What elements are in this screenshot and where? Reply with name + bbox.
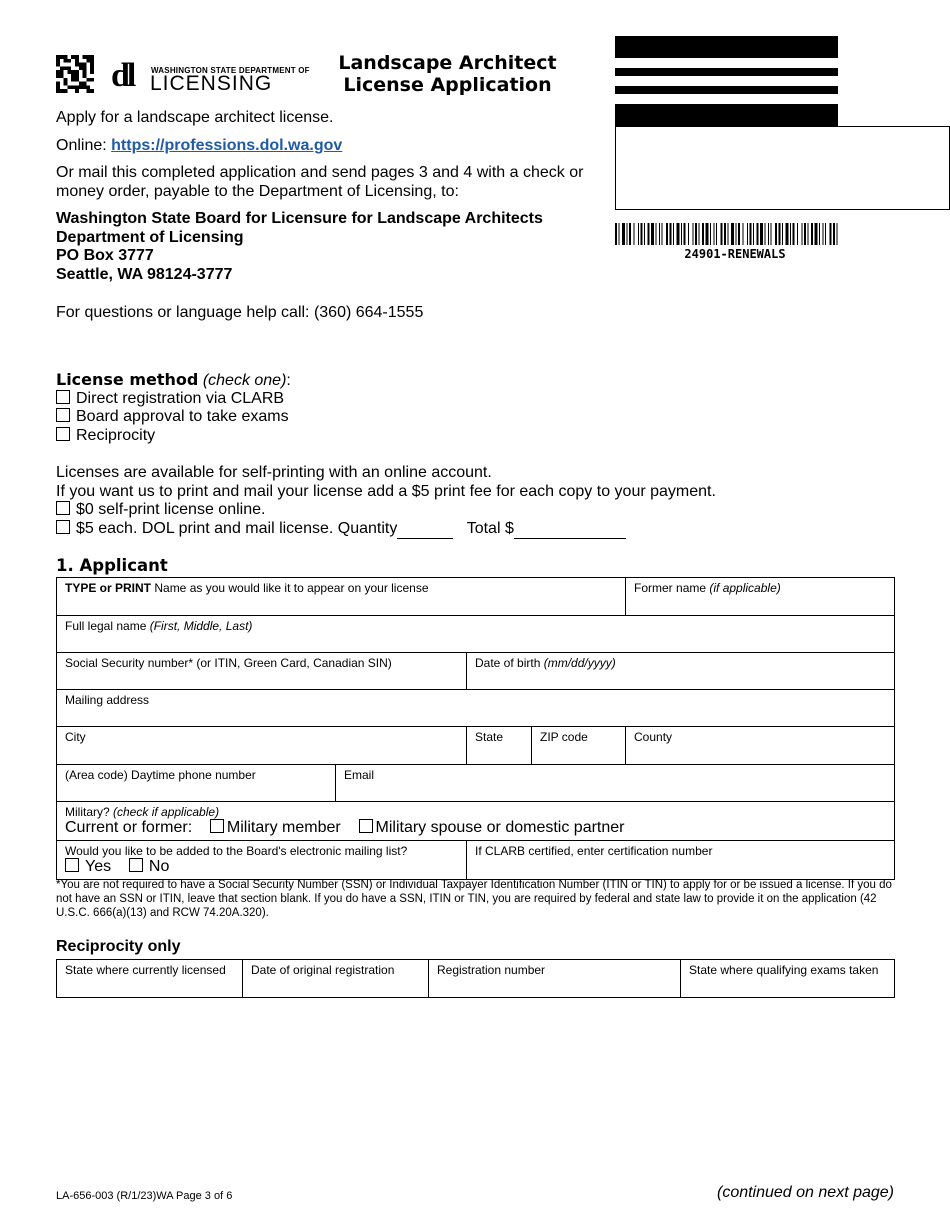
column-label: Registration number — [437, 963, 546, 977]
dob-field[interactable] — [467, 653, 895, 690]
column-label: State where currently licensed — [65, 963, 226, 977]
column-label: Date of original registration — [251, 963, 395, 977]
checkbox-dol-print[interactable] — [56, 520, 70, 534]
ssn-field[interactable] — [57, 653, 467, 690]
footnote-star: * — [56, 879, 61, 891]
military-hint: (check if applicable) — [113, 805, 220, 819]
checkbox-military-spouse[interactable] — [359, 819, 373, 833]
phone-label: (Area code) Daytime phone number — [65, 768, 256, 782]
checkbox-no[interactable] — [129, 858, 143, 872]
qr-code-icon — [56, 55, 94, 93]
dob-hint: (mm/dd/yyyy) — [543, 656, 616, 670]
form-title — [300, 52, 595, 96]
mailing-address-block — [56, 210, 543, 284]
help-text: For questions or language help call: (360) 664-1555 — [56, 304, 424, 321]
reciprocity-original-date-field[interactable] — [243, 960, 429, 998]
barcode-text: 24901-RENEWALS — [684, 247, 786, 261]
county-label: County — [634, 730, 673, 744]
military-question: Military? — [65, 805, 114, 819]
option-reciprocity[interactable] — [56, 426, 155, 445]
office-use-bar — [615, 36, 838, 58]
dol-logo — [111, 57, 310, 95]
legal-name-label: Full legal name — [65, 619, 150, 633]
military-label: Current or former: — [65, 819, 193, 836]
reciprocity-table — [56, 959, 895, 998]
zip-field[interactable] — [532, 727, 626, 765]
city-label: City — [65, 730, 86, 744]
form-title-line1: Landscape Architect — [338, 52, 557, 74]
checkbox-self-print[interactable] — [56, 501, 70, 515]
option-board-approval[interactable] — [56, 407, 289, 426]
option-label: Direct registration via CLARB — [76, 390, 285, 407]
zip-label: ZIP code — [540, 730, 588, 744]
phone-field[interactable] — [57, 765, 336, 802]
quantity-field[interactable] — [397, 519, 453, 539]
ssn-footnote — [56, 878, 896, 920]
total-label: Total $ — [466, 520, 514, 537]
name-label: Name as you would like it to appear on your license — [151, 581, 429, 595]
no-label: No — [148, 858, 170, 875]
office-use-bar — [615, 104, 838, 126]
footnote-text: You are not required to have a Social Security Number (SSN) or Individual Taxpayer Identification Number (ITIN or TIN) to apply for or be issued a license. If you do not have an SSN or ITIN, leave that section blank. If you do have a SSN, ITIN or TIN, you are required by federal and state law to provide it on the application (42 U.S.C. 666(a)(13) and RCW 74.20A.320). — [56, 879, 892, 919]
clarb-number-field[interactable] — [467, 841, 895, 880]
barcode-icon — [615, 223, 838, 245]
mailing-address-label: Mailing address — [65, 693, 150, 707]
email-label: Email — [344, 768, 375, 782]
logo-licensing-text: LICENSING — [150, 72, 273, 95]
print-fee-info: If you want us to print and mail your license add a $5 print fee for each copy to your payment. — [56, 483, 716, 500]
logo-agency-text: WASHINGTON STATE DEPARTMENT OF — [151, 66, 310, 75]
apply-text: Apply for a landscape architect license. — [56, 109, 334, 126]
dob-label: Date of birth — [475, 656, 544, 670]
checkbox-board-approval[interactable] — [56, 408, 70, 422]
reciprocity-state-licensed-field[interactable] — [57, 960, 243, 998]
ssn-label: Social Security number* (or ITIN, Green Card, Canadian SIN) — [65, 656, 392, 670]
legal-name-hint: (First, Middle, Last) — [149, 619, 253, 633]
license-method-colon: : — [286, 372, 291, 389]
license-method-hint: (check one) — [202, 372, 287, 389]
city-field[interactable] — [57, 727, 467, 765]
clarb-label: If CLARB certified, enter certification number — [475, 844, 713, 858]
option-dol-print[interactable] — [56, 519, 626, 539]
license-method-label: License method — [56, 370, 199, 389]
continued-note: (continued on next page) — [716, 1184, 894, 1201]
online-link[interactable]: https://professions.dol.wa.gov — [111, 137, 343, 154]
state-field[interactable] — [467, 727, 532, 765]
reciprocity-heading: Reciprocity only — [56, 938, 181, 955]
military-field — [57, 802, 895, 841]
former-name-label: Former name — [634, 581, 710, 595]
mailing-address-field[interactable] — [57, 690, 895, 727]
option-label: Reciprocity — [76, 427, 156, 444]
checkbox-yes[interactable] — [65, 858, 79, 872]
checkbox-military-member[interactable] — [210, 819, 224, 833]
address-line: Seattle, WA 98124-3777 — [56, 265, 233, 283]
mailing-list-field — [57, 841, 467, 880]
office-use-bar — [615, 86, 838, 94]
option-label: $5 each. DOL print and mail license. Quantity — [76, 520, 398, 537]
total-field[interactable] — [514, 519, 626, 539]
mailing-list-question: Would you like to be added to the Board's electronic mailing list? — [65, 844, 408, 858]
name-on-license-field[interactable] — [57, 578, 626, 616]
form-id: LA-656-003 (R/1/23)WA Page 3 of 6 — [56, 1190, 233, 1202]
legal-name-field[interactable] — [57, 616, 895, 653]
office-use-bar — [615, 68, 838, 76]
form-title-line2: License Application — [343, 74, 552, 96]
email-field[interactable] — [336, 765, 895, 802]
reciprocity-exam-state-field[interactable] — [681, 960, 895, 998]
address-line: Department of Licensing — [56, 228, 244, 246]
address-line: PO Box 3777 — [56, 247, 154, 264]
applicant-heading: 1. Applicant — [56, 556, 168, 575]
address-line: Washington State Board for Licensure for Landscape Architects — [56, 210, 543, 227]
county-field[interactable] — [626, 727, 895, 765]
yes-label: Yes — [85, 858, 112, 875]
military-member-label: Military member — [226, 819, 341, 836]
logo-mark: dl — [111, 57, 134, 94]
state-label: State — [475, 730, 504, 744]
option-label: Board approval to take exams — [76, 408, 289, 425]
type-or-print: TYPE or PRINT — [65, 581, 152, 595]
military-spouse-label: Military spouse or domestic partner — [375, 819, 625, 836]
online-label: Online: — [56, 137, 112, 154]
applicant-table — [56, 577, 895, 765]
online-line — [56, 136, 342, 155]
self-print-info: Licenses are available for self-printing with an online account. — [56, 464, 492, 481]
license-method-heading — [56, 370, 291, 390]
former-name-hint: (if applicable) — [709, 581, 781, 595]
column-label: State where qualifying exams taken — [689, 963, 879, 977]
mail-instructions: Or mail this completed application and send pages 3 and 4 with a check or money order, payable to the Department of Licensing, to: — [56, 164, 584, 200]
office-use-box — [615, 126, 950, 210]
checkbox-reciprocity[interactable] — [56, 427, 70, 441]
option-clarb[interactable] — [56, 389, 284, 408]
former-name-field[interactable] — [626, 578, 895, 616]
option-self-print[interactable] — [56, 500, 265, 519]
applicant-table-contact — [56, 764, 895, 880]
reciprocity-registration-number-field[interactable] — [429, 960, 681, 998]
option-label: $0 self-print license online. — [76, 501, 266, 518]
checkbox-clarb[interactable] — [56, 390, 70, 404]
